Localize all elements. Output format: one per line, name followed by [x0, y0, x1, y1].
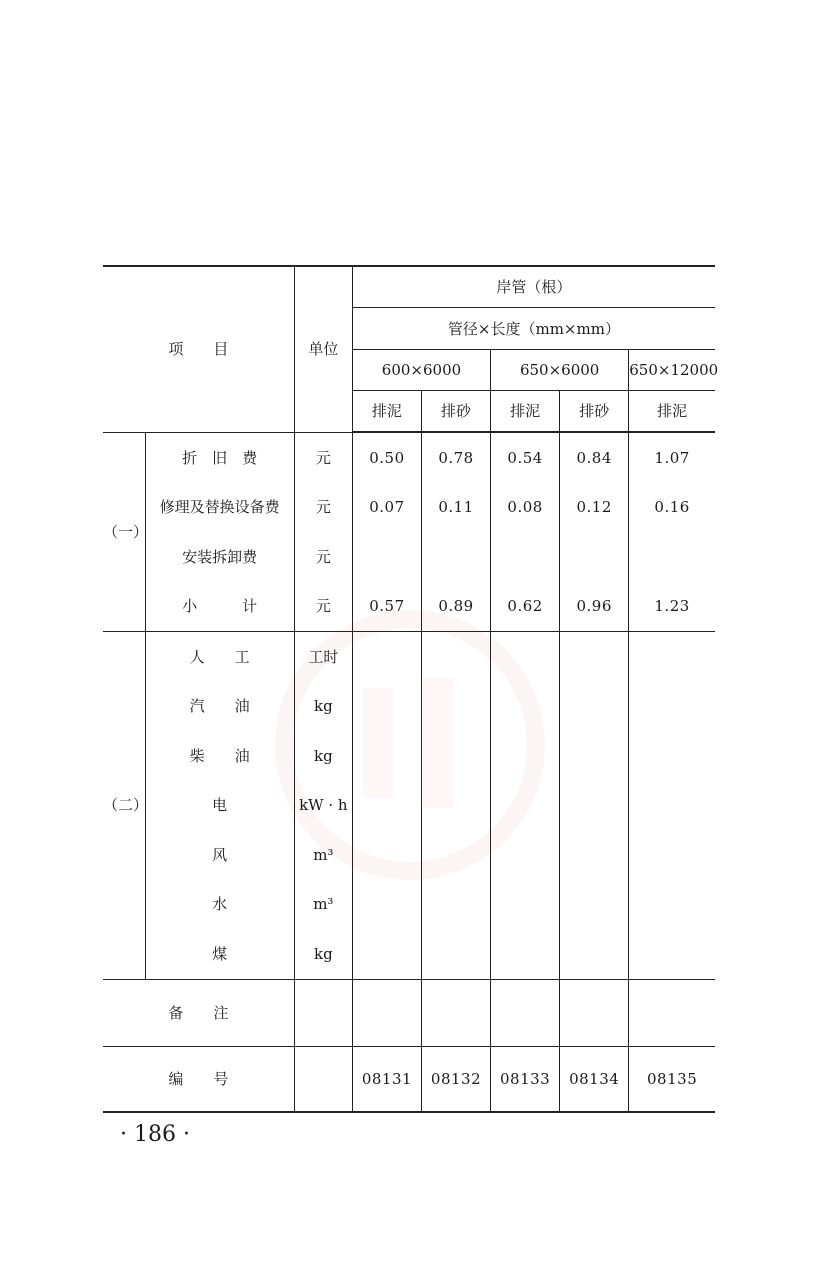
value-cell: 0.78	[421, 432, 490, 483]
item-header: 项 目	[103, 266, 294, 432]
value-cell	[560, 632, 629, 980]
section-label: （二）	[103, 632, 145, 980]
row-unit: kg	[294, 682, 352, 732]
code-cell: 08134	[560, 1046, 629, 1112]
value-cell: 0.16	[629, 483, 715, 533]
code-cell: 08132	[421, 1046, 490, 1112]
row-name: 汽 油	[145, 682, 294, 732]
row-name: 小 计	[145, 582, 294, 632]
row-unit: kg	[294, 929, 352, 979]
value-cell: 0.96	[560, 582, 629, 632]
value-cell	[629, 532, 715, 582]
value-cell	[629, 632, 715, 980]
row-unit: kg	[294, 731, 352, 781]
size-header: 650×6000	[491, 350, 629, 391]
row-unit: m³	[294, 880, 352, 930]
row-unit: 元	[294, 582, 352, 632]
code-cell: 08135	[629, 1046, 715, 1112]
remark-cell	[560, 979, 629, 1046]
value-cell: 0.50	[352, 432, 421, 483]
cost-table	[103, 265, 719, 1113]
row-name: 煤	[145, 929, 294, 979]
value-cell	[491, 532, 560, 582]
value-cell	[352, 632, 421, 980]
value-cell: 0.89	[421, 582, 490, 632]
value-cell: 0.08	[491, 483, 560, 533]
column-header: 排泥	[629, 391, 715, 433]
value-cell: 0.57	[352, 582, 421, 632]
value-cell	[421, 532, 490, 582]
column-header: 排砂	[421, 391, 490, 433]
value-cell: 1.07	[629, 432, 715, 483]
value-cell	[352, 532, 421, 582]
value-cell: 0.62	[491, 582, 560, 632]
size-header: 600×6000	[352, 350, 490, 391]
row-unit: 元	[294, 483, 352, 533]
row-unit: 元	[294, 432, 352, 483]
page-number: · 186 ·	[120, 1122, 190, 1147]
value-cell	[421, 632, 490, 980]
remark-cell	[421, 979, 490, 1046]
code-cell: 08133	[491, 1046, 560, 1112]
row-unit: m³	[294, 830, 352, 880]
remark-cell	[491, 979, 560, 1046]
value-cell: 0.54	[491, 432, 560, 483]
value-cell: 0.12	[560, 483, 629, 533]
value-cell: 0.11	[421, 483, 490, 533]
row-name: 电	[145, 781, 294, 831]
row-name: 安装拆卸费	[145, 532, 294, 582]
value-cell: 0.07	[352, 483, 421, 533]
size-header: 650×12000	[629, 350, 715, 391]
row-unit: 工时	[294, 632, 352, 682]
unit-header: 单位	[294, 266, 352, 432]
code-label: 编 号	[103, 1046, 294, 1112]
remark-unit-cell	[294, 979, 352, 1046]
value-cell	[560, 532, 629, 582]
value-cell: 0.84	[560, 432, 629, 483]
category-header: 岸管（根）	[352, 266, 715, 308]
code-cell: 08131	[352, 1046, 421, 1112]
remark-cell	[629, 979, 715, 1046]
value-cell: 1.23	[629, 582, 715, 632]
row-name: 折 旧 费	[145, 432, 294, 483]
row-name: 修理及替换设备费	[145, 483, 294, 533]
row-name: 柴 油	[145, 731, 294, 781]
row-unit: kW · h	[294, 781, 352, 831]
row-name: 水	[145, 880, 294, 930]
row-name: 风	[145, 830, 294, 880]
column-header: 排泥	[352, 391, 421, 433]
column-header: 排砂	[560, 391, 629, 433]
value-cell	[491, 632, 560, 980]
row-name: 人 工	[145, 632, 294, 682]
remark-label: 备 注	[103, 979, 294, 1046]
code-unit-cell	[294, 1046, 352, 1112]
spec-header: 管径×长度（mm×mm）	[352, 308, 715, 350]
column-header: 排泥	[491, 391, 560, 433]
section-label: （一）	[103, 432, 145, 632]
remark-cell	[352, 979, 421, 1046]
row-unit: 元	[294, 532, 352, 582]
